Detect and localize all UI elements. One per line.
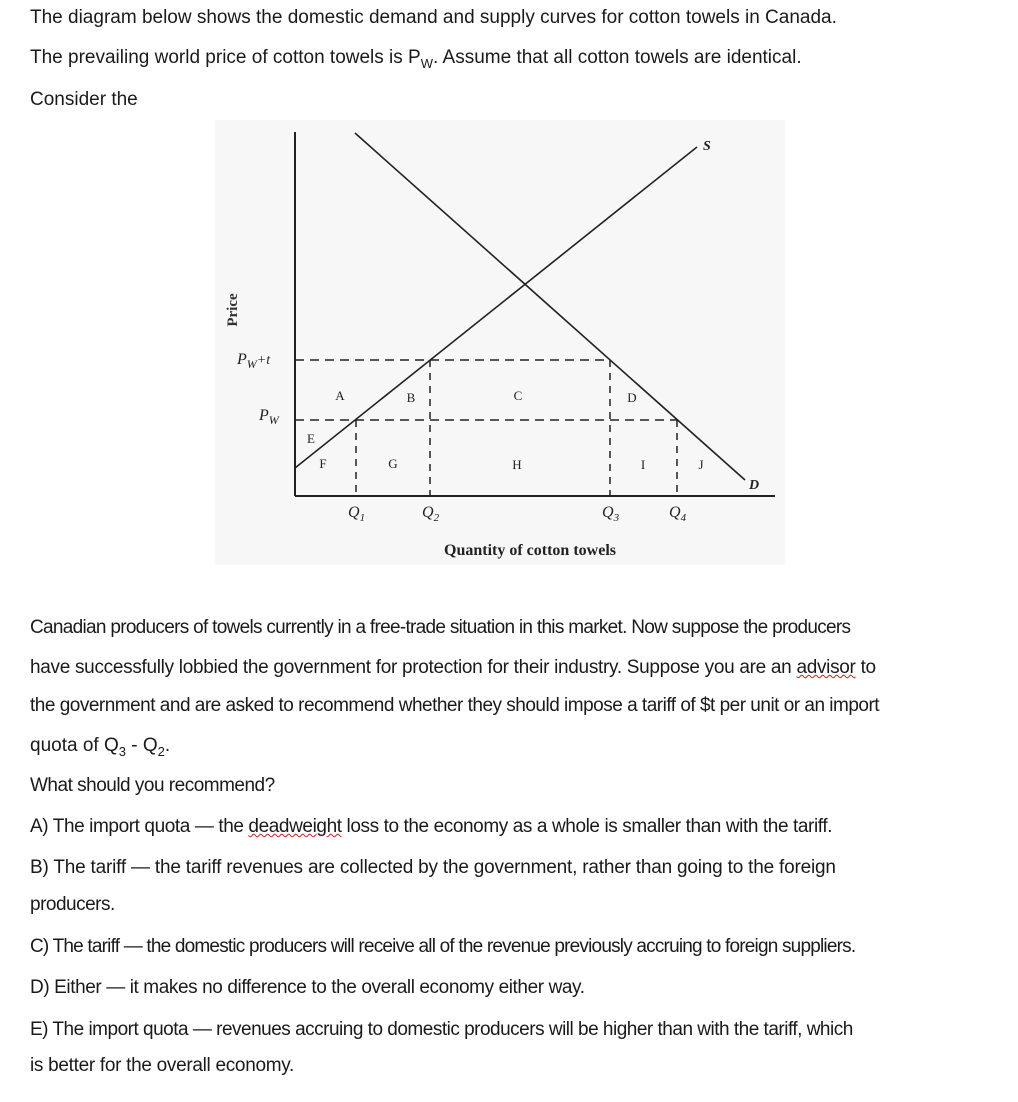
intro-line-3: Consider the: [30, 89, 138, 110]
pw-p: P: [259, 407, 269, 424]
body-line-4-c: .: [164, 735, 171, 756]
intro-line-2-sub: W: [420, 55, 434, 71]
option-e-line-2: is better for the overall economy.: [30, 1055, 295, 1076]
area-f: F: [319, 456, 327, 471]
area-j: J: [698, 457, 704, 472]
area-c: C: [513, 388, 523, 403]
y-axis-label: Price: [225, 293, 241, 327]
area-d: D: [627, 390, 637, 405]
body-line-1: Canadian producers of towels currently in a free-trade situation in this market. Now suppose the producers: [30, 617, 851, 638]
pw-plus-t-p: P: [237, 351, 247, 368]
body-line-4-a: quota of Q: [30, 735, 119, 756]
body-line-2: [30, 657, 876, 679]
option-a-text-1: A) The import quota — the: [30, 816, 249, 837]
area-a: A: [335, 388, 345, 403]
supply-demand-diagram: [215, 120, 785, 565]
option-e-line-1: E) The import quota — revenues accruing to domestic producers will be higher than with the tariff, which: [30, 1019, 853, 1040]
diagram-background: [215, 120, 785, 565]
option-a-text-2: loss to the economy as a whole is smaller than with the tariff.: [341, 816, 833, 837]
intro-line-1: The diagram below shows the domestic demand and supply curves for cotton towels in Canada.: [30, 7, 837, 28]
option-a-wavy: deadweight: [248, 816, 342, 837]
pw-plus-t-sub: W: [246, 357, 257, 371]
q1-sub: 1: [359, 512, 366, 524]
intro-line-2-a: The prevailing world price of cotton towels is P: [30, 47, 421, 68]
body-line-4: [30, 735, 170, 763]
pw-sub: W: [268, 413, 279, 427]
body-line-2-b: to: [855, 657, 876, 678]
question: What should you recommend?: [30, 775, 275, 796]
supply-label: S: [703, 139, 711, 154]
area-i: I: [640, 457, 646, 472]
q2-sub: 2: [433, 512, 440, 524]
option-a: [30, 816, 832, 838]
area-e: E: [307, 431, 315, 446]
body-line-4-b: - Q: [125, 735, 158, 756]
q1-q: Q: [348, 504, 360, 521]
q4-q: Q: [669, 504, 681, 521]
body-line-3: the government and are asked to recommend whether they should impose a tariff of $t per unit or an import: [30, 695, 880, 716]
pw-plus-t-suffix: +t: [256, 353, 271, 368]
q3-sub: 3: [613, 512, 620, 524]
body-line-2-a: have successfully lobbied the government for protection for their industry. Suppose you are an: [30, 657, 797, 678]
option-c: C) The tariff — the domestic producers will receive all of the revenue previously accruing to foreign suppliers.: [30, 936, 856, 957]
option-b-line-1: B) The tariff — the tariff revenues are collected by the government, rather than going to the foreign: [30, 857, 836, 878]
body-line-4-s1: 3: [118, 743, 126, 759]
area-h: H: [512, 457, 522, 472]
area-g: G: [388, 456, 398, 471]
q4-sub: 4: [680, 512, 687, 524]
intro-line-2-b: . Assume that all cotton towels are identical.: [433, 47, 802, 68]
body-line-2-wavy: advisor: [796, 657, 856, 678]
option-d: D) Either — it makes no difference to the overall economy either way.: [30, 977, 585, 998]
x-axis-label: Quantity of cotton towels: [444, 542, 616, 559]
q3-q: Q: [602, 504, 614, 521]
demand-label: D: [749, 478, 760, 493]
area-b: B: [406, 390, 416, 405]
intro-line-2: [30, 47, 802, 75]
body-line-4-s2: 2: [157, 743, 165, 759]
q2-q: Q: [422, 504, 434, 521]
option-b-line-2: producers.: [30, 894, 115, 915]
